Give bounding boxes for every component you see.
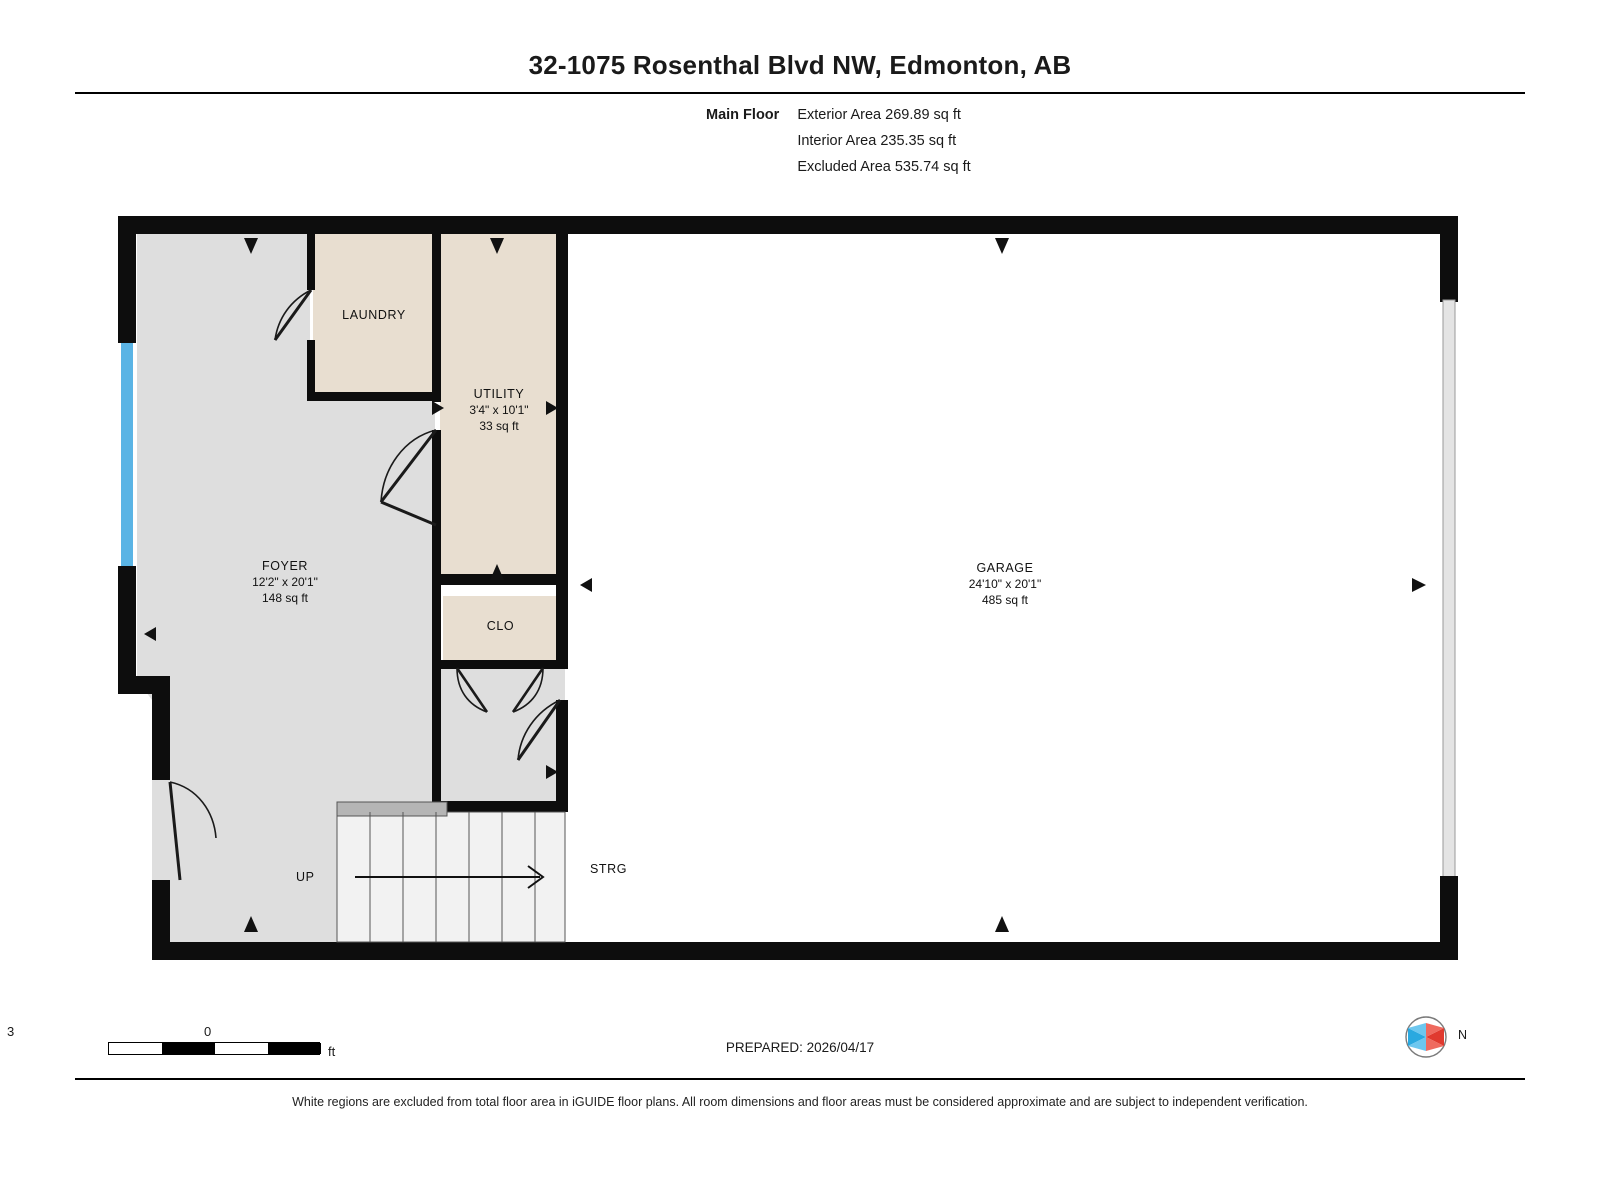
compass-rose: [1398, 1012, 1474, 1062]
compass-north-label: N: [1458, 1028, 1468, 1042]
wall-exterior-top: [118, 216, 1458, 234]
window-left-frame-top: [118, 338, 136, 343]
disclaimer-text: White regions are excluded from total floor area in iGUIDE floor plans. All room dimensions and floor areas must be considered approximate and are subject to independent verification.: [292, 1095, 1308, 1109]
wall-laundry-bottom: [307, 392, 437, 401]
wall-exterior-left-jog-vertical: [152, 676, 170, 780]
scale-tick-0: 0: [204, 1024, 212, 1039]
wall-exterior-left-upper: [118, 216, 136, 342]
footer-divider: [75, 1078, 1525, 1080]
exterior-area-text: Exterior Area 269.89 sq ft: [797, 107, 961, 123]
room-label-clo: CLO: [486, 619, 515, 633]
prepared-date: PREPARED: 2026/04/17: [725, 1040, 875, 1055]
wall-utility-bottom: [441, 574, 568, 585]
room-label-foyer: FOYER 12'2" x 20'1" 148 sq ft: [252, 559, 318, 605]
floor-label: Main Floor: [706, 107, 780, 123]
excluded-area-text: Excluded Area 535.74 sq ft: [797, 159, 971, 175]
interior-area-text: Interior Area 235.35 sq ft: [797, 133, 957, 149]
wall-hall-right: [556, 700, 568, 810]
room-label-laundry: LAUNDRY: [342, 308, 406, 322]
scale-tick-3: 3: [7, 1024, 15, 1039]
wall-laundry-left: [307, 232, 315, 290]
room-label-strg: STRG: [590, 862, 628, 876]
wall-closet-bottom: [441, 660, 568, 669]
wall-exterior-left-lower: [118, 570, 136, 682]
wall-laundry-left-lower: [307, 340, 315, 400]
wall-exterior-bottom: [152, 942, 1458, 960]
stairs-up-label: UP: [296, 870, 315, 884]
room-label-garage: GARAGE 24'10" x 20'1" 485 sq ft: [968, 561, 1042, 607]
wall-exterior-left-bottom: [152, 880, 170, 960]
stairs-up: [337, 802, 565, 942]
wall-stair-top: [441, 801, 568, 812]
wall-exterior-right-lower: [1440, 876, 1458, 960]
room-label-utility: UTILITY 3'4" x 10'1" 33 sq ft: [469, 387, 529, 433]
stair-top-tread: [337, 802, 447, 816]
scale-unit-label: ft: [328, 1044, 336, 1059]
page-title: 32-1075 Rosenthal Blvd NW, Edmonton, AB: [528, 50, 1072, 80]
wall-exterior-right-upper: [1440, 216, 1458, 302]
room-fill-hall: [440, 666, 565, 805]
wall-utility-left-lower: [432, 430, 441, 810]
garage-door-right: [1443, 300, 1455, 878]
window-left: [121, 342, 133, 570]
